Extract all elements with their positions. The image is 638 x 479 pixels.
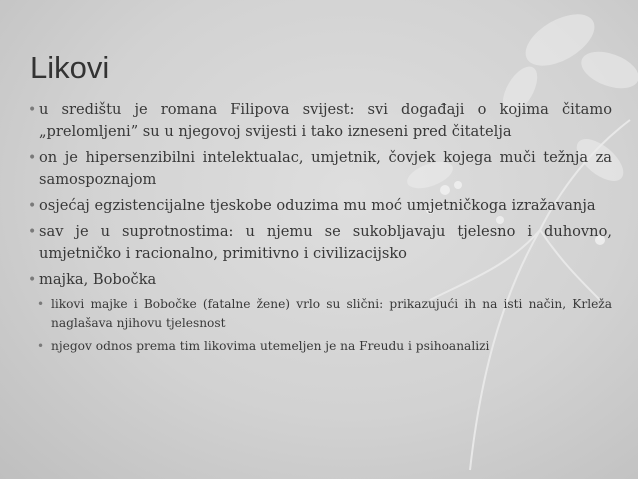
sub-bullet-item [31, 337, 612, 356]
sub-bullet-dot: • [37, 297, 45, 311]
bullet-dot: • [28, 198, 37, 214]
bullet-dot: • [28, 102, 37, 118]
bullet-text: sav je u suprotnostima: u njemu se sukobljavaju tjelesno i duhovno, umjetničko i racionalno, primitivno i civilizacijsko [39, 223, 612, 262]
slide-title: Likovi [30, 50, 110, 85]
bullet-item [28, 269, 612, 291]
bullet-list [28, 99, 612, 360]
bullet-text: on je hipersenzibilni intelektualac, umjetnik, čovjek kojega muči težnja za samospoznajom [39, 149, 612, 188]
bullet-dot: • [28, 224, 37, 240]
bullet-text: u središtu je romana Filipova svijest: svi događaji o kojima čitamo „prelomljeni” su u njegovoj svijesti i tako izneseni pred čitatelja [39, 101, 612, 140]
bullet-text: osjećaj egzistencijalne tjeskobe oduzima mu moć umjetničkoga izražavanja [39, 197, 596, 214]
bullet-item [28, 147, 612, 191]
bullet-dot: • [28, 272, 37, 288]
sub-bullet-text: njegov odnos prema tim likovima utemeljen je na Freudu i psihoanalizi [51, 339, 490, 353]
bullet-item [28, 195, 612, 217]
bullet-dot: • [28, 150, 37, 166]
bullet-text: majka, Bobočka [39, 271, 157, 288]
sub-bullet-text: likovi majke i Bobočke (fatalne žene) vrlo su slični: prikazujući ih na isti način, Krleža naglašava njihovu tjelesnost [51, 297, 612, 330]
bullet-item [28, 99, 612, 143]
bullet-item [28, 221, 612, 265]
sub-bullet-item [31, 295, 612, 333]
sub-bullet-dot: • [37, 339, 45, 353]
